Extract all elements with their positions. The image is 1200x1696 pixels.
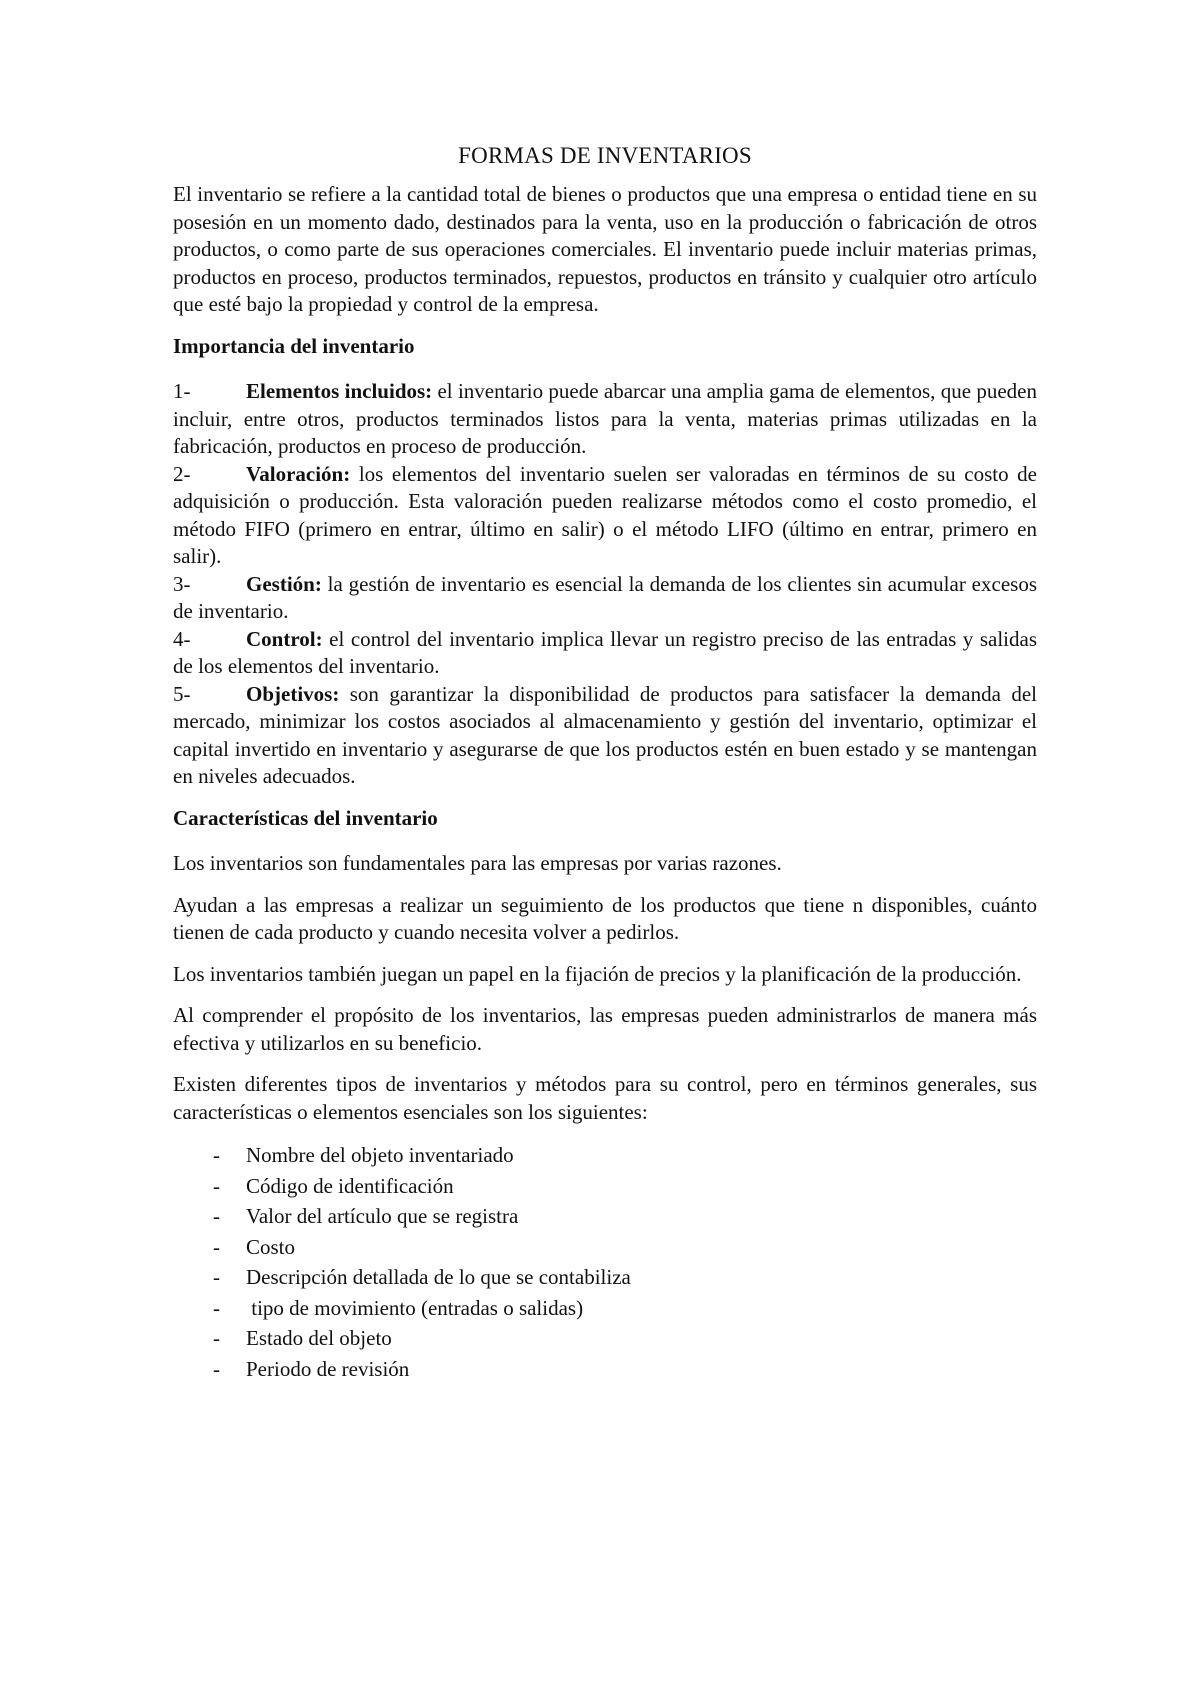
document-title: FORMAS DE INVENTARIOS	[458, 143, 752, 168]
bullet-text: tipo de movimiento (entradas o salidas)	[246, 1295, 584, 1320]
item-number: 4-	[173, 626, 191, 651]
importance-item	[173, 626, 1037, 681]
item-text: la gestión de inventario es esencial la demanda de los clientes sin acumular excesos de inventario.	[173, 571, 1037, 623]
characteristics-paragraph: Al comprender el propósito de los inventarios, las empresas pueden administrarlos de manera más efectiva y utilizarlos en su beneficio.	[173, 1003, 1037, 1055]
importance-item	[173, 378, 1037, 461]
bullet-item	[213, 1323, 1037, 1354]
item-text: el control del inventario implica llevar un registro preciso de las entradas y salidas de los elementos del inventario.	[173, 626, 1037, 678]
item-term: Control:	[246, 626, 323, 651]
bullet-text: Descripción detallada de lo que se contabiliza	[246, 1265, 631, 1289]
item-number: 5-	[173, 681, 191, 706]
bullet-item	[213, 1140, 1037, 1171]
bullet-item	[213, 1201, 1037, 1232]
characteristics-paragraph: Ayudan a las empresas a realizar un seguimiento de los productos que tiene n disponibles, cuánto tienen de cada producto y cuando necesita volver a pedirlos.	[173, 892, 1037, 944]
bullet-item	[213, 1171, 1037, 1202]
bullet-text: Código de identificación	[246, 1173, 454, 1198]
bullet-item	[213, 1354, 1037, 1385]
item-number: 3-	[173, 571, 191, 596]
bullet-dash: -	[213, 1173, 220, 1198]
item-text: el inventario puede abarcar una amplia gama de elementos, que pueden incluir, entre otros, productos terminados listos para la venta, materias primas utilizadas en la fabricación, productos en proceso de producción.	[173, 379, 1037, 458]
bullet-dash: -	[213, 1234, 220, 1259]
bullet-dash: -	[213, 1143, 220, 1167]
item-text: los elementos del inventario suelen ser valoradas en términos de su costo de adquisición o producción. Esta valoración pueden realizarse métodos como el costo promedio, el método FIFO (primero en entrar, último en salir) o el método LIFO (último en entrar, primero en salir).	[173, 461, 1037, 568]
bullet-dash: -	[213, 1356, 220, 1381]
bullet-item	[213, 1293, 1037, 1324]
item-term: Valoración:	[246, 461, 351, 486]
importance-item	[173, 681, 1037, 791]
bullet-text: Costo	[246, 1234, 296, 1259]
bullet-text: Periodo de revisión	[246, 1356, 410, 1381]
item-number: 2-	[173, 461, 191, 486]
bullet-dash: -	[213, 1295, 220, 1320]
characteristics-paragraph: Los inventarios también juegan un papel en la fijación de precios y la planificación de la producción.	[173, 961, 1022, 986]
bullet-dash: -	[213, 1326, 220, 1350]
item-term: Elementos incluidos:	[246, 379, 433, 403]
importance-list	[173, 378, 1037, 791]
section-heading-importance: Importancia del inventario	[173, 333, 415, 358]
bullet-text: Nombre del objeto inventariado	[246, 1143, 514, 1167]
item-number: 1-	[173, 379, 191, 403]
bullet-dash: -	[213, 1204, 220, 1228]
item-term: Objetivos:	[246, 681, 340, 706]
item-text: son garantizar la disponibilidad de productos para satisfacer la demanda del mercado, minimizar los costos asociados al almacenamiento y gestión del inventario, optimizar el capital invertido en inventario y asegurarse de que los productos estén en buen estado y se mantengan en niveles adecuados.	[173, 681, 1037, 788]
bullet-text: Valor del artículo que se registra	[246, 1204, 519, 1228]
bullet-text: Estado del objeto	[246, 1326, 392, 1350]
importance-item	[173, 461, 1037, 571]
item-term: Gestión:	[246, 571, 322, 596]
section-heading-characteristics: Características del inventario	[173, 805, 438, 830]
document-page	[173, 140, 1037, 1384]
bullet-item	[213, 1262, 1037, 1293]
characteristics-paragraph: Los inventarios son fundamentales para las empresas por varias razones.	[173, 851, 782, 875]
characteristics-paragraph: Existen diferentes tipos de inventarios y métodos para su control, pero en términos generales, sus características o elementos esenciales son los siguientes:	[173, 1072, 1037, 1124]
bullet-dash: -	[213, 1265, 220, 1289]
bullet-item	[213, 1232, 1037, 1263]
characteristics-bullet-list	[173, 1140, 1037, 1384]
importance-item	[173, 571, 1037, 626]
intro-paragraph: El inventario se refiere a la cantidad total de bienes o productos que una empresa o entidad tiene en su posesión en un momento dado, destinados para la venta, uso en la producción o fabricación de otros productos, o como parte de sus operaciones comerciales. El inventario puede incluir materias primas, productos en proceso, productos terminados, repuestos, productos en tránsito y cualquier otro artículo que esté bajo la propiedad y control de la empresa.	[173, 182, 1037, 316]
